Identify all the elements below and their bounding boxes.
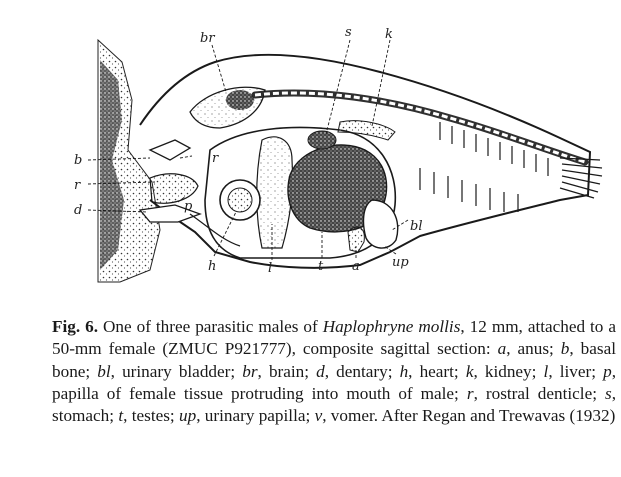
label-p: p (184, 199, 193, 214)
caption-text: , 12 mm, attached to a 50-mm female (ZMUC P921777), composite sagittal section: (52, 317, 616, 359)
abbrev-p: p (603, 361, 612, 381)
caption-text: , urinary bladder; (110, 361, 243, 381)
abbrev-b: b (560, 339, 570, 359)
label-l: l (268, 261, 273, 276)
liver (257, 137, 293, 248)
label-h: h (208, 259, 217, 274)
caption-text: , kidney; (473, 361, 544, 381)
urinary-papilla (348, 227, 364, 252)
heart-chamber (228, 188, 252, 212)
caption-text: , brain; (257, 361, 317, 381)
abbrev-r: r (466, 383, 474, 403)
figure-caption (52, 316, 616, 427)
abbrev-bl: bl (97, 361, 111, 381)
abbrev-a: a (497, 339, 507, 359)
abbrev-k: k (465, 361, 474, 381)
caption-text: , anus; (506, 339, 561, 359)
label-b: b (74, 153, 83, 168)
caption-text: , vomer. After Regan and Trewavas (1932) (322, 406, 616, 426)
label-up: up (392, 255, 409, 270)
caption-text: , heart; (408, 361, 466, 381)
label-a: a (352, 259, 360, 274)
label-t: t (318, 259, 324, 274)
label-r-right: r (212, 151, 219, 166)
figure-number: Fig. 6. (52, 317, 99, 336)
caption-text: , papilla of female tissue protruding into mouth of male; (52, 361, 616, 403)
label-k: k (385, 27, 393, 42)
caption-text: , urinary papilla; (196, 406, 315, 426)
caption-text: , dentary; (324, 361, 400, 381)
caption-text: , basal bone; (52, 339, 616, 381)
abbrev-d: d (316, 361, 325, 381)
abbrev-br: br (242, 361, 258, 381)
label-s: s (345, 25, 352, 40)
abbrev-t: t (118, 406, 124, 426)
label-br: br (200, 31, 215, 46)
caption-text: , rostral denticle; (473, 383, 605, 403)
label-r-left: r (74, 178, 81, 193)
abbrev-s: s (605, 383, 612, 403)
abbrev-l: l (543, 361, 549, 381)
stomach (308, 131, 336, 149)
species-name: Haplophryne mollis (322, 317, 461, 336)
caption-text: One of three parasitic males of (98, 317, 323, 336)
abbrev-up: up (179, 406, 197, 426)
abbrev-v: v (314, 406, 323, 426)
urinary-bladder (364, 200, 398, 248)
caption-text: , liver; (548, 361, 604, 381)
label-bl: bl (410, 219, 423, 234)
caption-text: , stomach; (52, 383, 616, 426)
caption-text: , testes; (123, 406, 179, 426)
abbrev-h: h (399, 361, 409, 381)
brain-dark-mass (226, 90, 254, 110)
label-d: d (74, 203, 83, 218)
kidney (338, 121, 395, 140)
rostral-denticle (150, 140, 190, 160)
vertebrae (420, 122, 548, 212)
